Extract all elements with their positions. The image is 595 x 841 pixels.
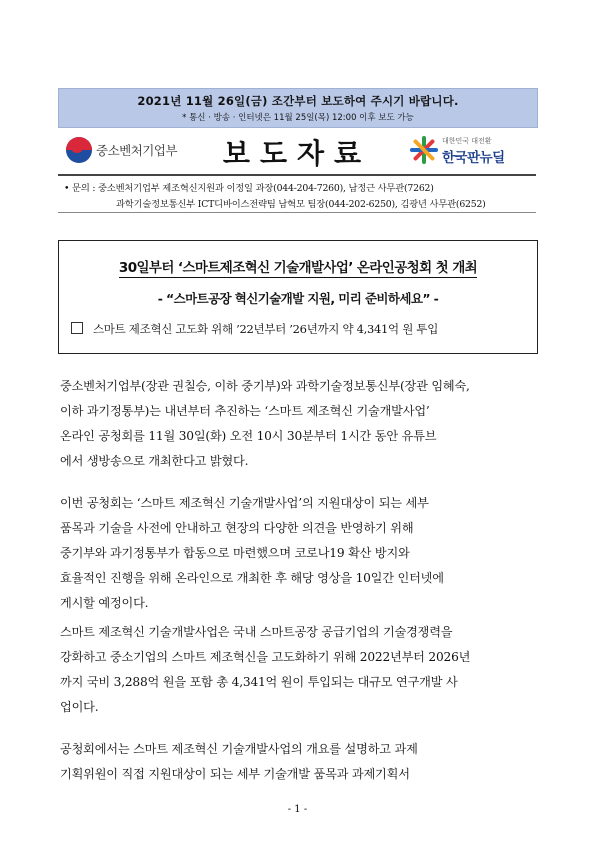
body-paragraph-4 — [60, 737, 538, 787]
body-paragraph-2 — [60, 491, 538, 616]
new-deal-star-icon — [410, 136, 438, 164]
paragraph-line: 스마트 제조혁신 기술개발사업은 국내 스마트공장 공급기업의 기술경쟁력을 — [60, 625, 453, 639]
paragraph-line: 강화하고 중소기업의 스마트 제조혁신을 고도화하기 위해 2022년부터 2026년 — [60, 650, 471, 664]
paragraph-line: 중기부와 과기정통부가 합동으로 마련했으며 코로나19 확산 방지와 — [60, 546, 410, 560]
contact-row-1: • 문의 : 중소벤처기업부 제조혁신지원과 이정일 과장(044-204-7260), 남정근 사무관(7262) — [64, 183, 434, 194]
headline-title — [59, 256, 537, 276]
korean-new-deal-logo — [410, 134, 530, 168]
ministry-name: 중소벤처기업부 — [96, 143, 178, 158]
page-number: - 1 - — [287, 804, 308, 815]
paragraph-line: 이번 공청회는 ‘스마트 제조혁신 기술개발사업’의 지원대상이 되는 세부 — [60, 496, 429, 510]
embargo-notice — [58, 88, 538, 128]
headline-bullet-text: 스마트 제조혁신 고도화 위해 ’22년부터 ’26년까지 약 4,341억 원 투입 — [93, 322, 439, 336]
body-paragraph-1 — [60, 374, 538, 474]
paragraph-line: 품목과 기술을 사전에 안내하고 현장의 다양한 의견을 반영하기 위해 — [60, 521, 414, 535]
headline-title-text: 30일부터 ‘스마트제조혁신 기술개발사업’ 온라인공청회 첫 개최 — [118, 260, 478, 276]
new-deal-name: 한국판뉴딜 — [442, 150, 505, 166]
press-release-header — [58, 126, 536, 174]
paragraph-line: 게시할 예정이다. — [60, 596, 149, 610]
headline-box — [58, 240, 538, 354]
paragraph-line: 효율적인 진행을 위해 온라인으로 개최한 후 해당 영상을 10일간 인터넷에 — [60, 571, 444, 585]
paragraph-line: 이하 과기정통부)는 내년부터 추진하는 ‘스마트 제조혁신 기술개발사업’ — [60, 404, 430, 418]
paragraph-line: 공청회에서는 스마트 제조혁신 기술개발사업의 개요를 설명하고 과제 — [60, 742, 418, 756]
paragraph-line: 온라인 공청회를 11월 30일(화) 오전 10시 30분부터 1시간 동안 유튜브 — [60, 429, 437, 443]
paragraph-line: 중소벤처기업부(장관 권칠승, 이하 중기부)와 과학기술정보통신부(장관 임혜숙, — [60, 379, 470, 393]
embargo-line-1: 2021년 11월 26일(금) 조간부터 보도하여 주시기 바랍니다. — [137, 94, 459, 108]
headline-subtitle: - “스마트공장 혁신기술개발 지원, 미리 준비하세요” - — [157, 291, 439, 306]
paragraph-line: 업이다. — [60, 700, 99, 714]
embargo-line-2: * 통신 · 방송 · 인터넷은 11월 25일(목) 12:00 이후 보도 가능 — [182, 113, 414, 123]
paragraph-line: 에서 생방송으로 개최한다고 밝혔다. — [60, 454, 249, 468]
square-bullet-icon — [71, 322, 83, 334]
new-deal-tagline: 대한민국 대전환 — [442, 137, 492, 145]
paragraph-line: 기획위원이 직접 지원대상이 되는 세부 기술개발 품목과 과제기획서 — [60, 767, 410, 781]
body-paragraph-3 — [60, 620, 538, 720]
document-title: 보도자료 — [222, 137, 372, 170]
paragraph-line: 까지 국비 3,288억 원을 포함 총 4,341억 원이 투입되는 대규모 연구개발 사 — [60, 675, 458, 689]
contact-row-2: 과학기술정보통신부 ICT디바이스전략팀 남혁모 팀장(044-202-6250), 김광년 사무관(6252) — [116, 199, 486, 210]
headline-bullet — [71, 321, 438, 337]
contact-info — [58, 174, 536, 213]
